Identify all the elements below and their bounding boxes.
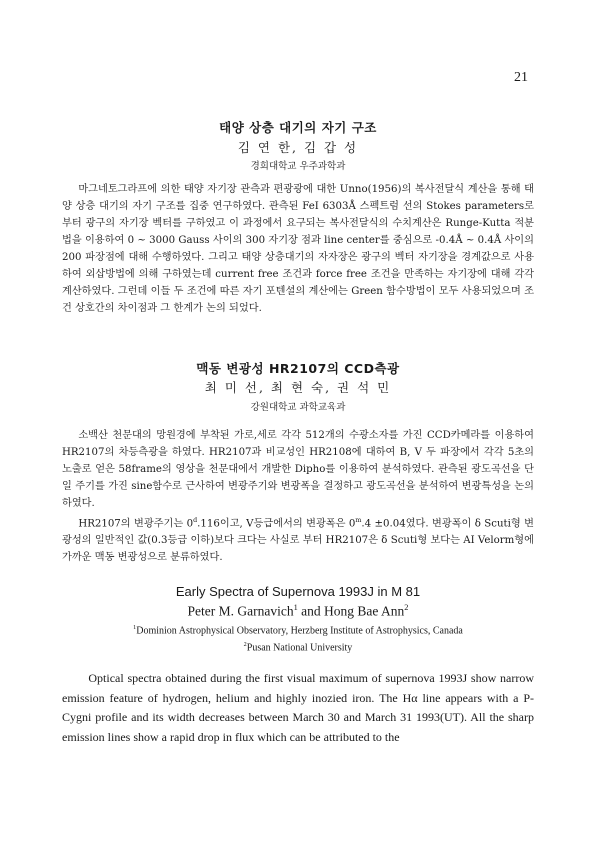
affiliation-2-text: Pusan National University <box>246 642 353 654</box>
affiliation-1-text: Dominion Astrophysical Observatory, Herzberg Institute of Astrophysics, Canada <box>136 625 463 637</box>
author-conjunction: and <box>297 603 325 619</box>
author-1-superscript: 1 <box>293 603 298 612</box>
article3-affiliation-2 <box>62 641 534 653</box>
article3-authors <box>62 603 534 620</box>
article3-abstract: Optical spectra obtained during the first visual maximum of supernova 1993J show narrow emission feature of hydrogen, helium and highly inozied iron. The Hα line appears with a P-Cygni profile and its width decreases between March 30 and March 31 1993(UT). All the sharp emission lines show a rapid drop in flux which can be attributed to the <box>62 671 534 744</box>
author-1: Peter M. Garnavich <box>187 603 294 619</box>
article2-title: 맥동 변광성 HR2107의 CCD측광 <box>196 361 400 376</box>
affiliation-2-superscript: 2 <box>243 641 247 648</box>
author-2: Hong Bae Ann <box>324 603 405 619</box>
article2-affiliation: 강원대학교 과학교육과 <box>250 402 346 413</box>
period-text: HR2107의 변광주기는 0 <box>78 518 194 530</box>
author-2-superscript: 2 <box>404 603 409 612</box>
classification-text: .4 ±0.04였다. 변광폭이 δ Scuti형 변광성의 일반적인 값(0.3등급 이하)보다 크다는 사실로 부터 HR2107은 δ Scuti형 보다는 AI Velorm형에 가까운 맥동 변광성으로 분류하였다. <box>62 518 534 564</box>
affiliation-1-superscript: 1 <box>133 624 137 631</box>
article1-title: 태양 상층 대기의 자기 구조 <box>219 120 377 135</box>
article2-paragraph-1: 소백산 천문대의 망원경에 부착된 가로,세로 각각 512개의 수광소자를 가진 CCD카메라를 이용하여 HR2107의 차등측광을 하였다. HR2107과 비교성인 HR2108에 대하여 B, V 두 파장에서 각각 5초의 노출로 얻은 58frame의 영상을 천문대에서 개발한 Dipho를 이용하여 분석하였다. 관측된 광도곡선을 단일 주기를 가진 sine함수로 근사하여 변광주기와 변광폭을 결정하고 광도곡선을 분석하여 변광특성을 논의하였다. <box>62 430 534 509</box>
article2-authors: 최 미 선, 최 현 숙, 권 석 민 <box>204 380 392 395</box>
page-number: 21 <box>514 70 528 85</box>
article3-title: Early Spectra of Supernova 1993J in M 81 <box>175 584 421 599</box>
article1-authors: 김 연 한, 김 갑 성 <box>237 140 359 155</box>
article1-affiliation: 경희대학교 우주과학과 <box>250 161 346 172</box>
article3-affiliation-1 <box>62 624 534 636</box>
article2-paragraph-2 <box>62 512 534 566</box>
day-superscript: d <box>193 517 198 524</box>
amplitude-text: .116이고, V등급에서의 변광폭은 0 <box>197 518 356 530</box>
magnitude-superscript: m <box>355 517 362 524</box>
article1-abstract: 마그네토그라프에 의한 태양 자기장 관측과 편광광에 대한 Unno(1956)의 복사전달식 계산을 통해 태양 상층 대기의 자기 구조를 집중 연구하였다. 관측된 FeI 6303Å 스펙트럼 선의 Stokes parameters로 부터 광구의 자기장 벡터를 구하였고 이 과정에서 요구되는 복사전달식의 수치계산은 Runge-Kutta 적분법을 이용하여 0 ~ 3000 Gauss 사이의 300 자기장 점과 line center를 중심으로 -0.4Å ~ 0.4Å 사이의 200 파장점에 대해 수행하였다. 그리고 태양 상층대기의 자자장은 광구의 벡터 자기장을 경계값으로 사용하여 외삽방법에 의해 구하였는데 current free 조건과 force free 조건을 만족하는 자기장에 대해 각각 계산하였다. 그런데 이들 두 조건에 따른 자기 포텐셜의 계산에는 Green 함수방법이 모두 사용되었으며 조건 상호간의 차이점과 그 한계가 논의 되었다. <box>62 184 534 314</box>
